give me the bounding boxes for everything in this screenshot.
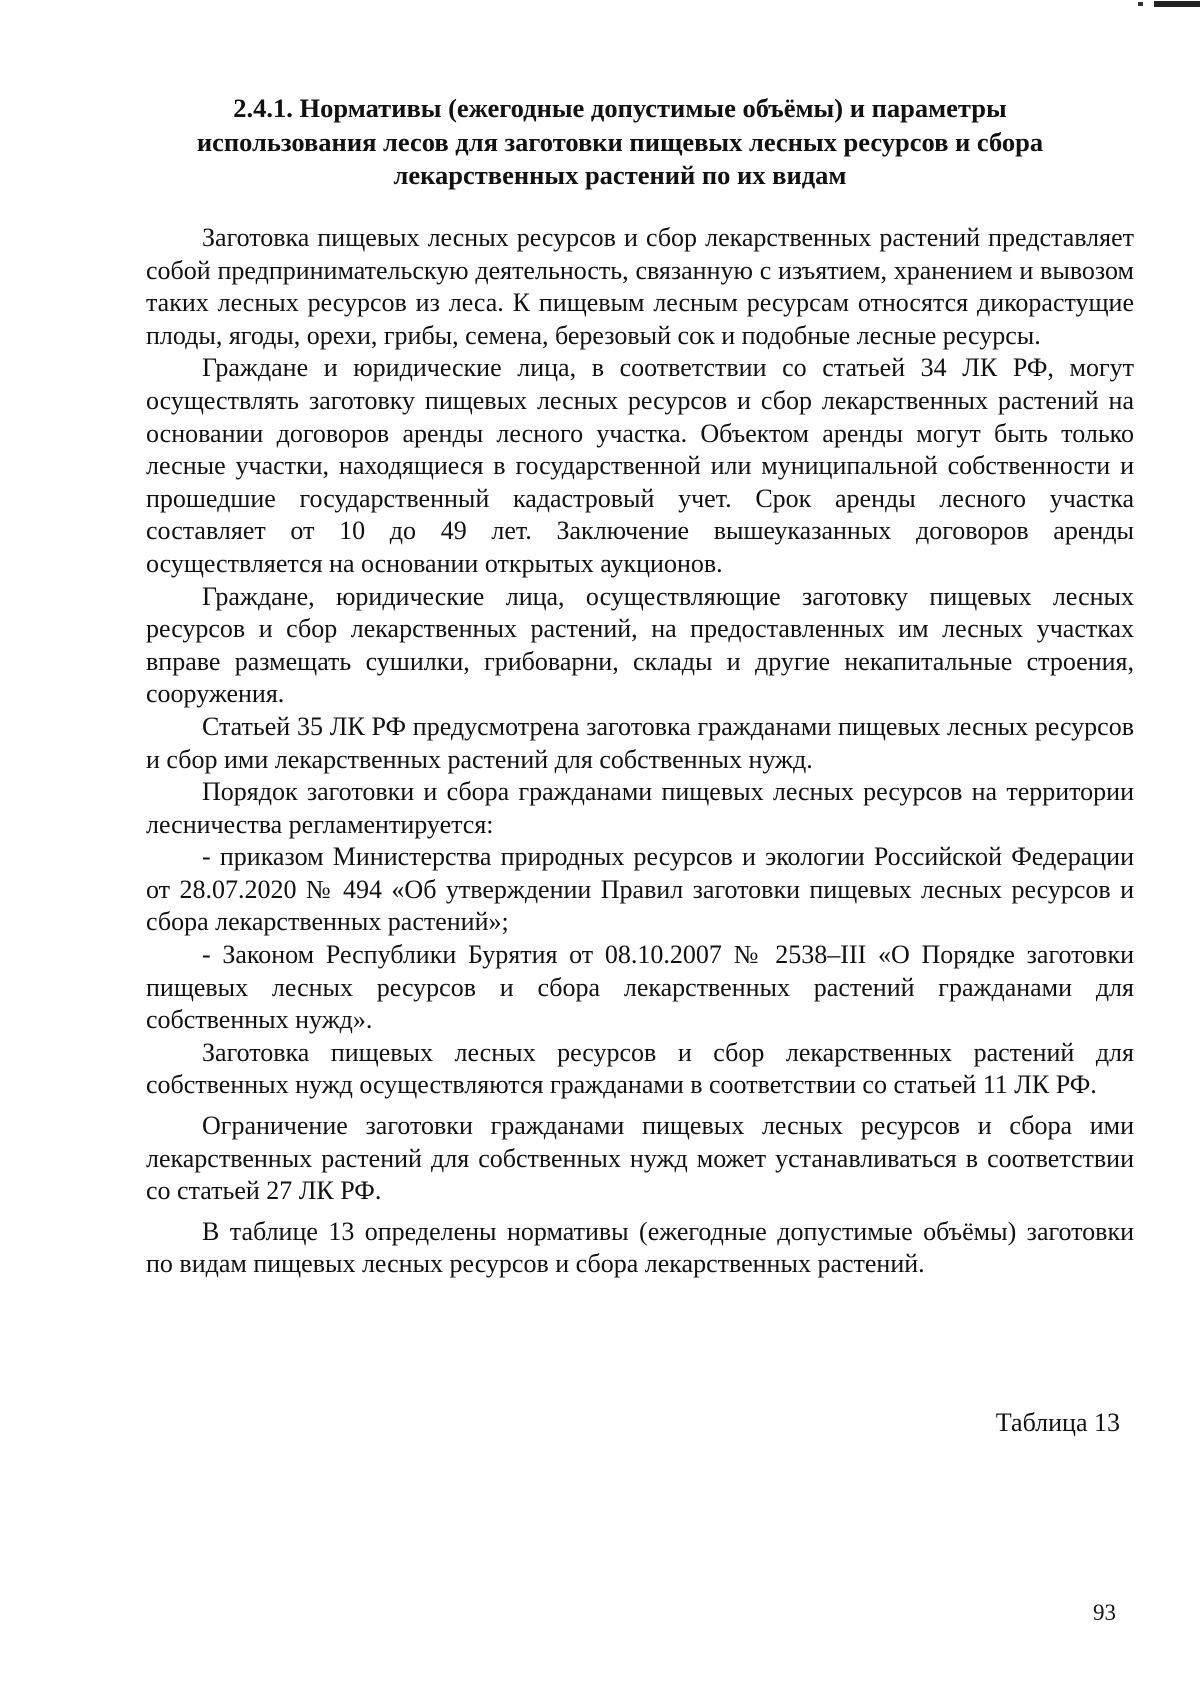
table-label: Таблица 13 <box>995 1408 1120 1437</box>
section-heading <box>150 92 1090 193</box>
body-text <box>146 222 1134 1281</box>
paragraph: Заготовка пищевых лесных ресурсов и сбор лекарственных растений для собственных нужд осуществляются гражданами в соответствии со статьей 11 ЛК РФ. <box>146 1037 1134 1100</box>
paragraph: Порядок заготовки и сбора гражданами пищевых лесных ресурсов на территории лесничества регламентируется: <box>146 777 1134 839</box>
list-item-law: - Законом Республики Бурятия от 08.10.2007 № 2538–III «О Порядке заготовки пищевых лесных ресурсов и сбора лекарственных растений гражданами для собственных нужд». <box>146 940 1134 1035</box>
paragraph: Граждане и юридические лица, в соответствии со статьей 34 ЛК РФ, могут осуществлять заготовку пищевых лесных ресурсов и сбор лекарственных растений на основании договоров аренды лесного участка. Объектом аренды могут быть только лесные участки, находящиеся в государственной или муниципальной собственности и прошедшие государственный кадастровый учет. Срок аренды лесного участка составляет от 10 до 49 лет. Заключение вышеуказанных договоров аренды осуществляется на основании открытых аукционов. <box>146 353 1134 578</box>
scan-artifact-dot <box>1138 2 1143 6</box>
paragraph: Заготовка пищевых лесных ресурсов и сбор лекарственных растений представляет собой предпринимательскую деятельность, связанную с изъятием, хранением и вывозом таких лесных ресурсов из леса. К пищевым лесным ресурсам относятся дикорастущие плоды, ягоды, орехи, грибы, семена, березовый сок и подобные лесные ресурсы. <box>146 223 1134 350</box>
list-item-order: - приказом Министерства природных ресурсов и экологии Российской Федерации от 28.07.2020 № 494 «Об утверждении Правил заготовки пищевых лесных ресурсов и сбора лекарственных растений»; <box>146 842 1134 937</box>
paragraph: В таблице 13 определены нормативы (ежегодные допустимые объёмы) заготовки по видам пищевых лесных ресурсов и сбора лекарственных растений. <box>146 1216 1134 1279</box>
page-number: 93 <box>1093 1600 1116 1625</box>
paragraph: Ограничение заготовки гражданами пищевых лесных ресурсов и сбора ими лекарственных растений для собственных нужд может устанавливаться в соответствии со статьей 27 ЛК РФ. <box>146 1111 1134 1206</box>
scan-artifact-bar <box>1154 1 1200 7</box>
heading-line: лекарственных растений по их видам <box>393 160 847 190</box>
heading-line: 2.4.1. Нормативы (ежегодные допустимые объёмы) и параметры <box>233 93 1007 123</box>
scan-artifact <box>1130 0 1200 8</box>
paragraph: Статьей 35 ЛК РФ предусмотрена заготовка гражданами пищевых лесных ресурсов и сбор ими лекарственных растений для собственных нужд. <box>146 711 1134 774</box>
heading-line: использования лесов для заготовки пищевых лесных ресурсов и сбора <box>196 126 1044 157</box>
paragraph: Граждане, юридические лица, осуществляющие заготовку пищевых лесных ресурсов и сбор лекарственных растений, на предоставленных им лесных участках вправе размещать сушилки, грибоварни, склады и другие некапитальные строения, сооружения. <box>146 581 1134 709</box>
